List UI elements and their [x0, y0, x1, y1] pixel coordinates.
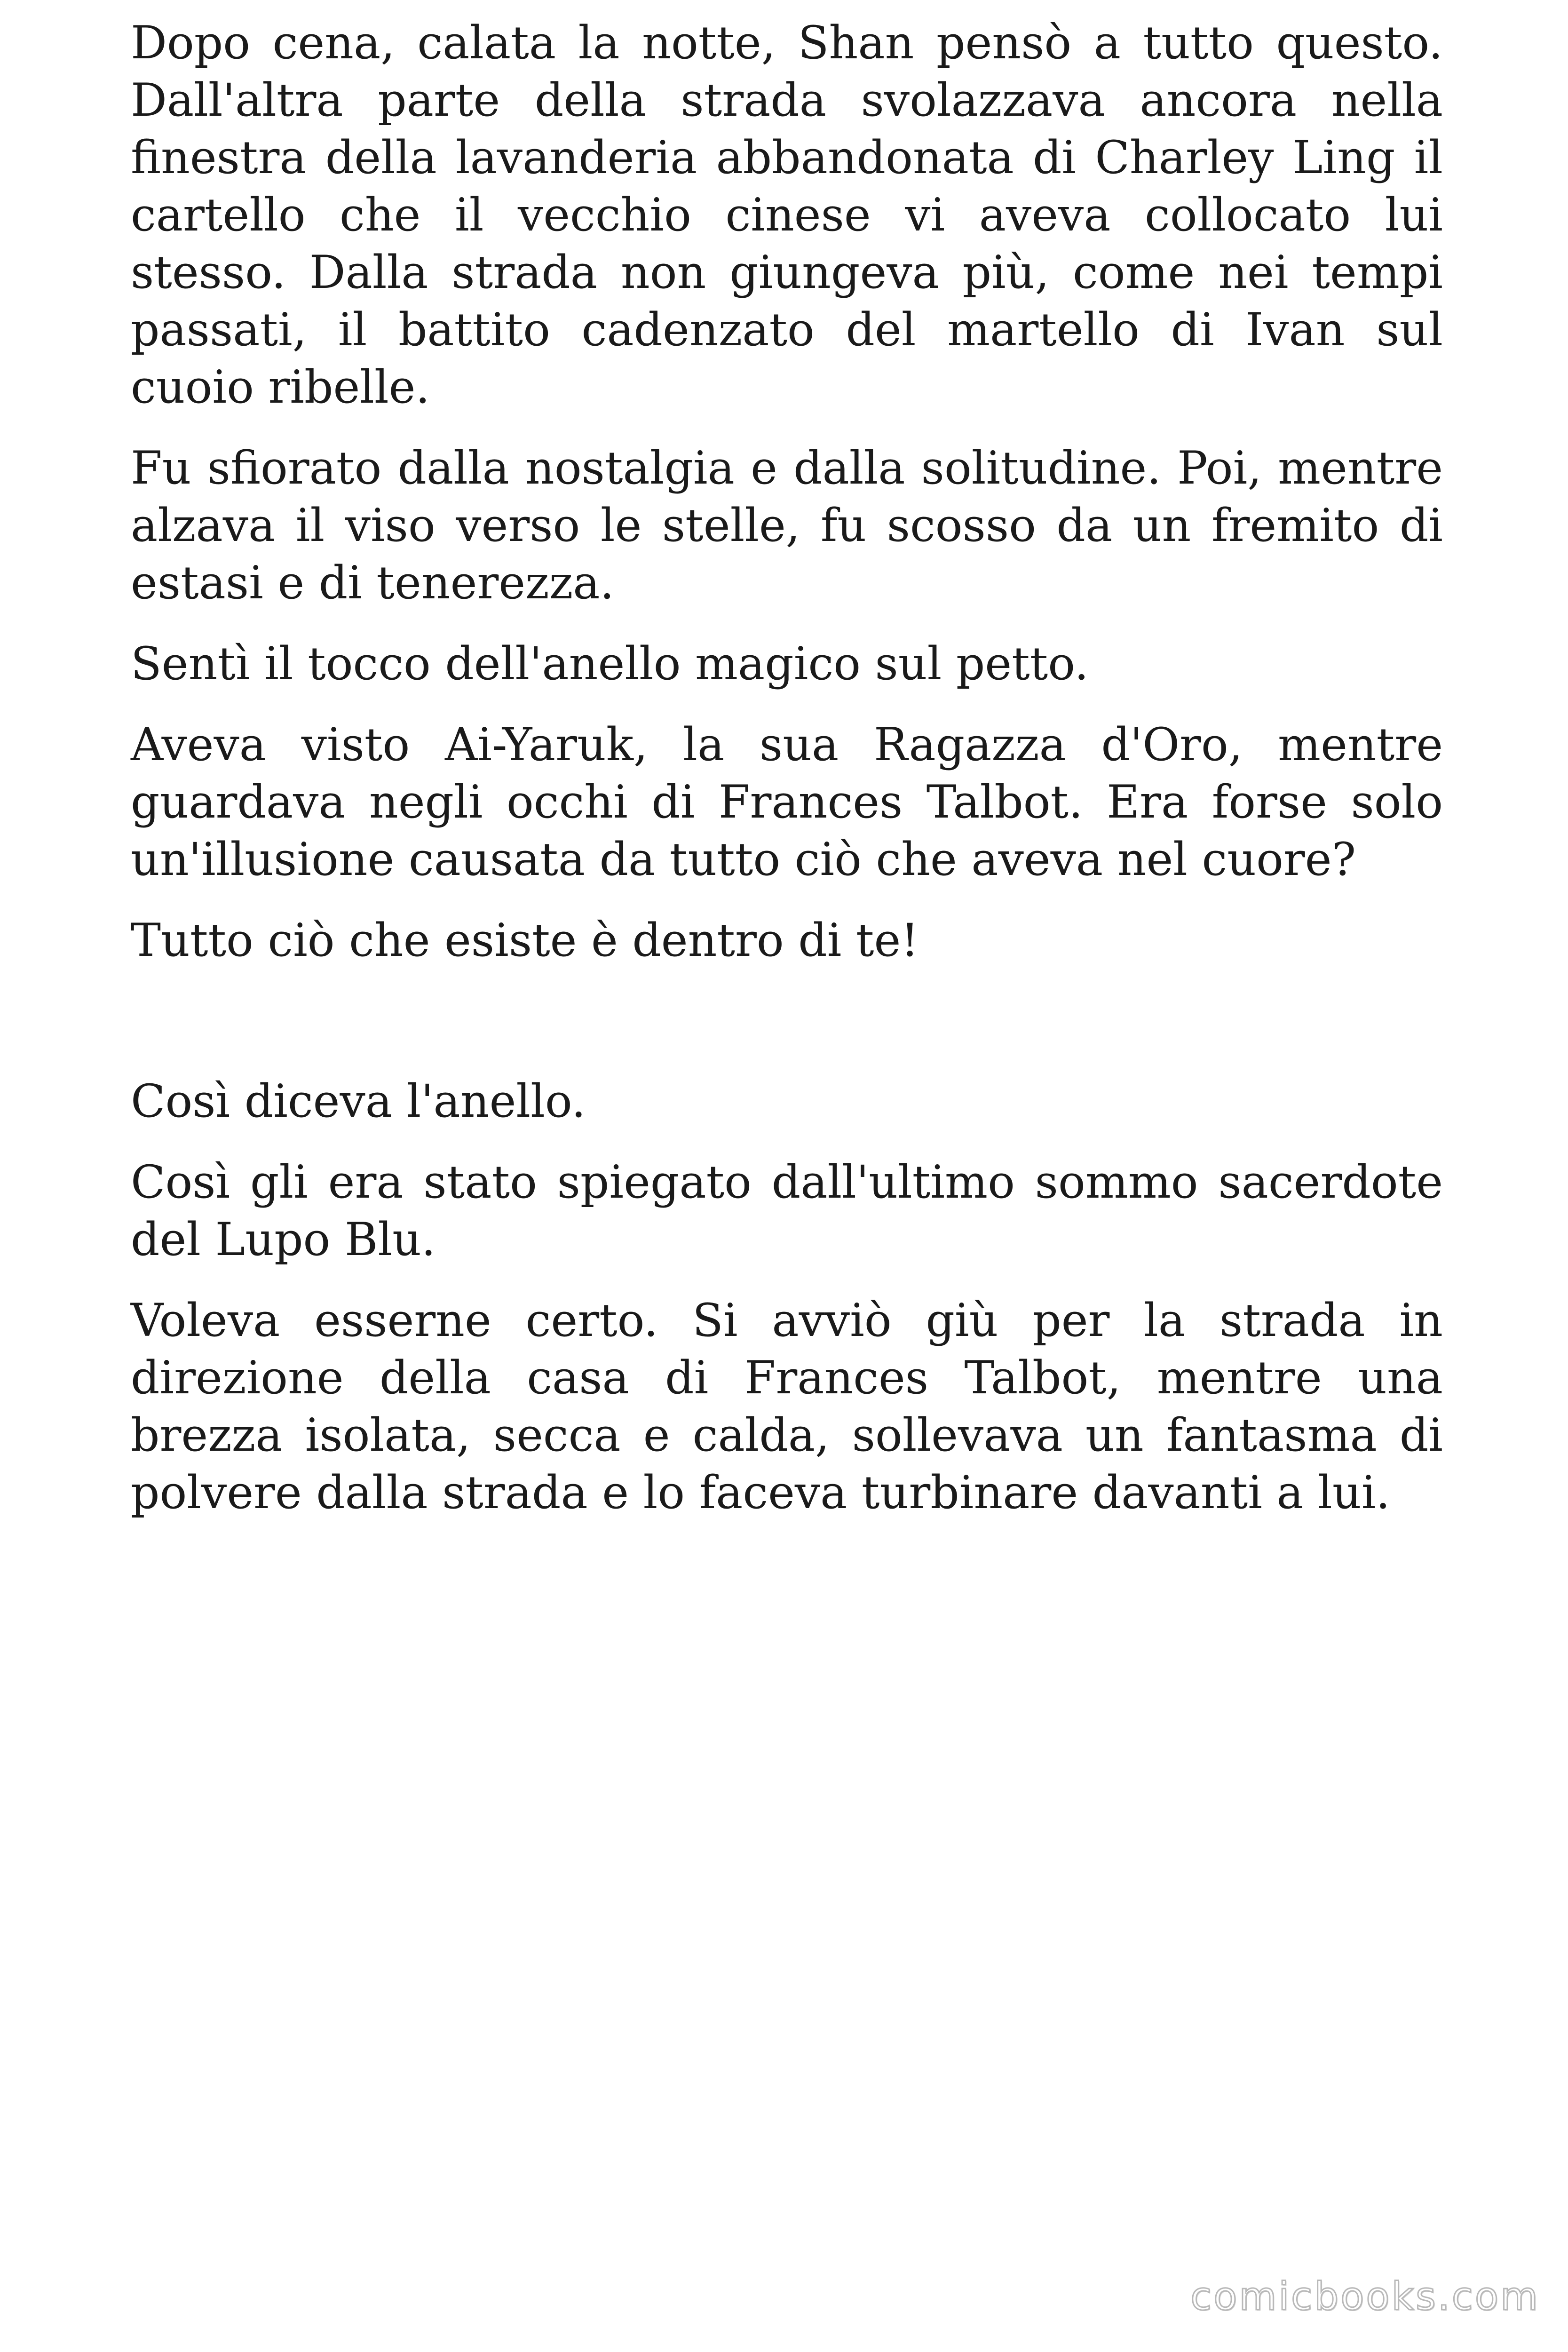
- watermark: comicbooks.com: [1190, 2274, 1540, 2319]
- body-text: [131, 14, 1443, 1545]
- paragraph-1: Dopo cena, calata la notte, Shan pensò a tutto questo. Dall'altra parte della strada svolazzava ancora nella finestra della lavanderia abbandonata di Charley Ling il cartello che il vecchio cinese vi aveva collocato lui stesso. Dalla strada non giungeva più, come nei tempi passati, il battito cadenzato del martello di Ivan sul cuoio ribelle.: [131, 16, 1443, 413]
- paragraph-4: Aveva visto Ai-Yaruk, la sua Ragazza d'Oro, mentre guardava negli occhi di Frances Talbot. Era forse solo un'illusione causata da tutto ciò che aveva nel cuore?: [131, 718, 1443, 886]
- paragraph-3: Sentì il tocco dell'anello magico sul petto.: [131, 637, 1089, 690]
- paragraph-7: Così gli era stato spiegato dall'ultimo sommo sacerdote del Lupo Blu.: [131, 1156, 1443, 1266]
- paragraph-6: Così diceva l'anello.: [131, 1075, 586, 1128]
- paragraph-2: Fu sfiorato dalla nostalgia e dalla solitudine. Poi, mentre alzava il viso verso le stelle, fu scosso da un fremito di estasi e di tenerezza.: [131, 442, 1443, 609]
- paragraph-5: Tutto ciò che esiste è dentro di te!: [131, 914, 919, 967]
- paragraph-8: Voleva esserne certo. Si avviò giù per la strada in direzione della casa di Frances Talbot, mentre una brezza isolata, secca e calda, sollevava un fantasma di polvere dalla strada e lo faceva turbinare davanti a lui.: [131, 1294, 1443, 1519]
